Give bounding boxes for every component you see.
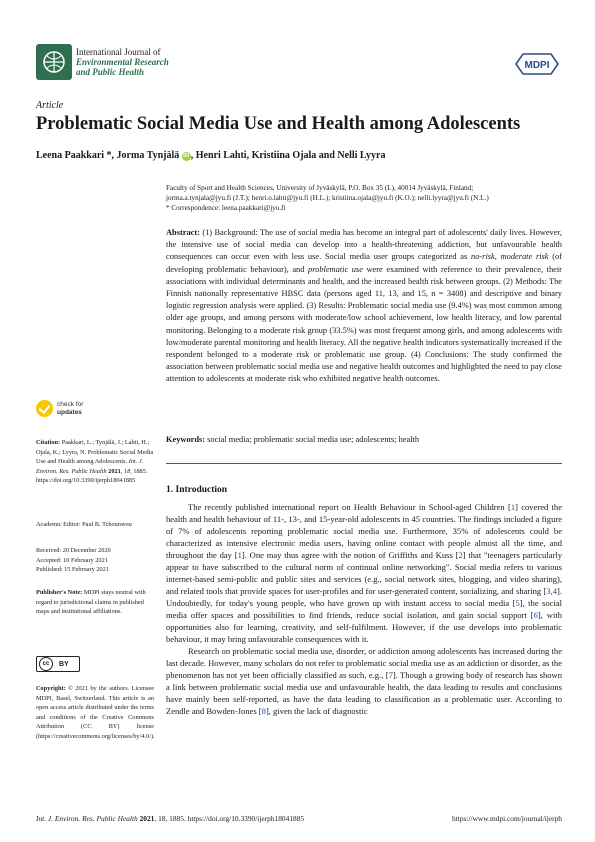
check-for-updates-label: check for updates: [57, 401, 84, 416]
by-icon: BY: [59, 660, 69, 668]
mdpi-logo: [515, 52, 559, 76]
journal-name-line3: and Public Health: [76, 67, 145, 77]
paragraph: The recently published international report on Health Behaviour in School-aged Children [1] covered the health and health behaviour of 11-, 13-, and 15-year-old adolescents in 45 countries. The findings included a figure of 7% of adolescents reporting problematic social media use. Furthermore, 35% of adolescents could be characterized as intensive electronic media users, having online contact with people almost all the time, and throughout the day [1]. One may thus agree with the notion of Griffiths and Kuss [2] that "teenagers particularly appear to have subscribed to the cultural norm of continual online networking". Social media refers to various internet-based semi-public and public sites and services (e.g., social network sites, blogging, and video sharing), and related tools that provide spaces for user-profiles and for user-generated content, socializing, and sharing [3,4]. Undoubtedly, for today's young people, who have grown up with instant access to social media [5], the social media offer spaces and possibilities to find friends, reduce social isolation, and gain social support [6], with opportunities also for learning, creativity, and self-fulfilment. However, if the use develops into problematic behaviour, it may bring unfavourable consequences with it.: [166, 502, 562, 644]
reference-link[interactable]: 8: [261, 706, 266, 716]
copyright-notice: Copyright: © 2021 by the authors. Licensee MDPI, Basel, Switzerland. This article is an open access article distributed under the terms and conditions of the Creative Commons Attribution (CC BY) license (https://creativecommons.org/licenses/by/4.0/).: [36, 685, 155, 740]
abstract-text-d: were examined with reference to their prevalence, their associations with individual determinants and health, and the increased health risk between groups. (2) Methods: The Finnish nationally representative HBSC data (persons aged 11, 13, and 15, n = 3408) and descriptive and binary logistic regression analysis were applied. (3) Results: Problematic social media use (9.4%) was most common among older age groups, and among persons with moderate/low school achievement, low health literacy, and low parental monitoring. Belonging to a moderate risk group (33.5%) was most frequent among girls, and among adolescents with low/moderate parental monitoring and health literacy. All the negative health indicators systematically increased if the respondent belonged to a moderate risk or problematic use group. (4) Conclusions: The study confirmed the association between problematic social media use and negative health outcomes and highlighted the need to pay close attention to adolescents at moderate risk who exhibited negative health outcomes.: [166, 264, 562, 384]
abstract-term-moderate-risk: moderate risk: [500, 252, 549, 262]
abstract-label: Abstract:: [166, 228, 200, 237]
page-footer: [36, 814, 562, 823]
published-date: Published: 15 February 2021: [36, 566, 109, 574]
reference-link[interactable]: 7: [388, 670, 393, 680]
section-heading-introduction: 1. Introduction: [166, 485, 228, 495]
keywords: [166, 434, 562, 446]
citation-doi[interactable]: , 1885. https://doi.org/10.3390/ijerph18041885: [36, 467, 148, 485]
abstract: [166, 227, 562, 386]
citation-label: Citation:: [36, 439, 61, 446]
section-divider: [166, 463, 562, 464]
article-dates: [36, 546, 154, 575]
article-type: Article: [36, 100, 64, 111]
journal-name-line2: Environmental Research: [76, 57, 169, 67]
keywords-text: social media; problematic social media use; adolescents; health: [205, 435, 420, 444]
reference-link[interactable]: 1: [237, 550, 242, 560]
orcid-icon[interactable]: iD: [183, 153, 190, 159]
footer-citation: Int. J. Environ. Res. Public Health 2021, 18, 1885. https://doi.org/10.3390/ijerph18041885: [36, 814, 305, 823]
cc-by-license-badge[interactable]: [36, 656, 80, 672]
journal-name-line1: International Journal of: [76, 47, 161, 57]
correspondence: * Correspondence: leena.paakkari@jyu.fi: [166, 204, 286, 212]
publisher-note: Publisher's Note: MDPI stays neutral with regard to jurisdictional claims in published maps and institutional affiliations.: [36, 589, 146, 616]
check-for-updates-button[interactable]: [36, 400, 83, 417]
abstract-text-c: (of developing problematic behaviour), and: [166, 252, 563, 274]
affiliation-block: [166, 183, 562, 213]
abstract-term-no-risk: no-risk: [471, 252, 495, 262]
mdpi-logo-text: MDPI: [524, 60, 550, 71]
affiliation-line: Faculty of Sport and Health Sciences, University of Jyväskylä, P.O. Box 35 (L), 40014 Jyväskylä, Finland;: [166, 184, 474, 192]
accepted-date: Accepted: 10 February 2021: [36, 556, 108, 564]
abstract-term-problematic-use: problematic use: [308, 264, 363, 274]
reference-link[interactable]: 5: [515, 598, 520, 608]
journal-emblem-icon: [41, 49, 67, 75]
academic-editor: Academic Editor: Paul B. Tchounwou: [36, 521, 132, 528]
author-list: [36, 150, 385, 161]
creative-commons-icon: cc: [39, 657, 53, 671]
journal-name: [76, 47, 169, 77]
affiliation-emails: jorma.a.tynjala@jyu.fi (J.T.); henri.o.lahti@jyu.fi (H.L.); kristiina.ojala@jyu.fi (K.O.); nelli.lyyra@jyu.fi (N.L.): [166, 194, 489, 202]
authors-part1: Leena Paakkari *, Jorma Tynjälä: [36, 150, 180, 161]
footer-journal-url[interactable]: https://www.mdpi.com/journal/ijerph: [452, 814, 562, 823]
authors-part2: , Henri Lahti, Kristiina Ojala and Nelli Lyyra: [190, 150, 386, 161]
received-date: Received: 20 December 2020: [36, 547, 111, 554]
reference-link[interactable]: 2: [458, 550, 463, 560]
citation-block: Citation: Paakkari, L.; Tynjälä, J.; Lahti, H.; Ojala, K.; Lyyra, N. Problematic Social Media Use and Health among Adolescents. Int. J. Environ. Res. Public Health 2021, 18, 1885. https://doi.org/10.3390/ijerph18041885: [36, 439, 154, 485]
keywords-label: Keywords:: [166, 435, 206, 444]
article-title: Problematic Social Media Use and Health among Adolescents: [36, 114, 521, 134]
reference-link[interactable]: 3,4: [546, 586, 558, 596]
reference-link[interactable]: 6: [533, 610, 538, 620]
introduction-body: [166, 501, 562, 717]
paragraph: Research on problematic social media use, disorder, or addiction among adolescents has increased during the last decade. However, many scholars do not refer to problematic social media use as an addiction or disorder, as the phenomenon has not yet been officially classified as such, e.g., [7]. Though a growing body of research has shown a link between problematic social media use and unfavourable health, the data leading to results and conclusions have mainly been self-reported, as have the data leading to classification as a problematic user. According to Zendle and Bowden-Jones [8], given the lack of diagnostic: [166, 646, 562, 716]
reference-link[interactable]: 1: [510, 502, 516, 512]
abstract-text-b: ,: [494, 252, 501, 262]
check-for-updates-icon: [36, 400, 53, 417]
journal-logo: [36, 44, 72, 80]
abstract-text-a: (1) Background: The use of social media has become an integral part of adolescents' daily lives. However, the intensive use of social media can develop into a health-threatening addiction, but unfavourable health consequences can occur even with less use. Social media user groups categorized as: [166, 228, 562, 262]
